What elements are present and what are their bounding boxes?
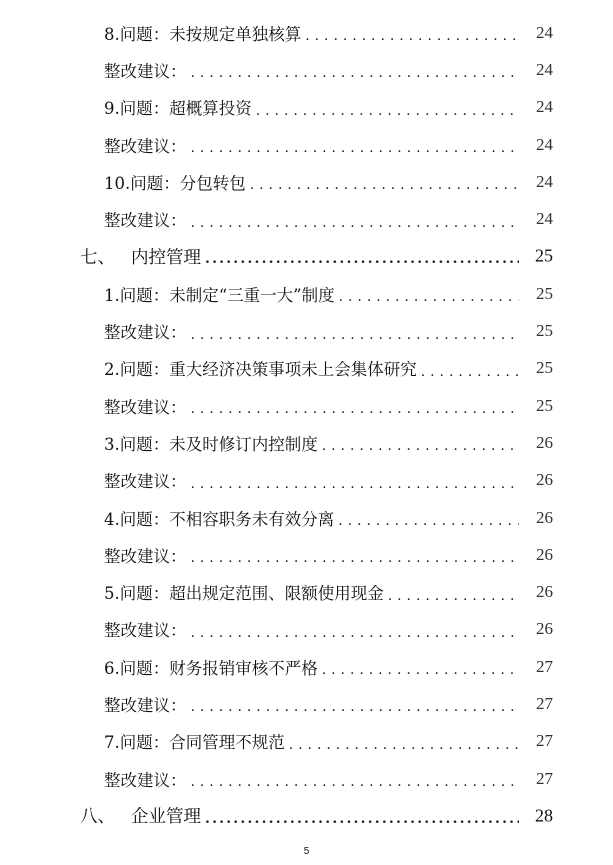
section-title: 企业管理 <box>131 807 201 828</box>
toc-page-number: 27 <box>536 693 553 713</box>
toc-entry[interactable] <box>0 163 613 200</box>
toc-page-number: 27 <box>536 731 553 751</box>
toc-entry-label <box>80 244 201 269</box>
toc-entry[interactable] <box>0 89 613 126</box>
toc-page-number: 25 <box>535 245 553 266</box>
toc-entry-label: 8.问题：未按规定单独核算 <box>104 24 302 44</box>
toc-entry[interactable] <box>0 462 613 499</box>
toc-page-number: 24 <box>536 134 553 154</box>
toc-entry[interactable] <box>0 611 613 648</box>
dot-leader <box>201 246 519 266</box>
toc-page-number: 28 <box>535 805 553 826</box>
dot-leader <box>252 98 519 117</box>
toc-page-number: 26 <box>536 582 553 602</box>
toc-entry-label: 整改建议： <box>104 136 187 156</box>
toc-entry-label: 5.问题：超出规定范围、限额使用现金 <box>104 584 384 604</box>
toc-page-number: 25 <box>536 395 553 415</box>
dot-leader <box>318 657 519 676</box>
dot-leader <box>187 620 520 639</box>
toc-entry-label: 1.问题：未制定“三重一大”制度 <box>104 285 335 305</box>
dot-leader <box>187 471 520 490</box>
dot-leader <box>318 433 519 452</box>
toc-page-number: 24 <box>536 59 553 79</box>
dot-leader <box>187 694 520 713</box>
toc-entry-label: 6.问题：财务报销审核不严格 <box>104 658 318 678</box>
section-number: 八、 <box>80 807 115 828</box>
toc-entry-label <box>80 803 201 828</box>
toc-page-number: 26 <box>536 470 553 490</box>
toc-entry-label: 整改建议： <box>104 61 187 81</box>
toc-entry[interactable] <box>0 126 613 163</box>
toc-page-number: 26 <box>536 432 553 452</box>
toc-entry[interactable] <box>0 312 613 349</box>
toc-entry-label: 3.问题：未及时修订内控制度 <box>104 434 318 454</box>
toc-entry[interactable] <box>0 275 613 312</box>
toc-entry[interactable] <box>0 424 613 461</box>
toc-page-number: 24 <box>536 97 553 117</box>
toc-entry[interactable] <box>0 14 613 51</box>
toc-entry[interactable] <box>0 723 613 760</box>
toc-page-number: 26 <box>536 544 553 564</box>
dot-leader <box>187 135 520 154</box>
toc-entry-label: 整改建议： <box>104 323 187 343</box>
toc-entry-label: 4.问题：不相容职务未有效分离 <box>104 509 335 529</box>
toc-entry[interactable] <box>0 387 613 424</box>
dot-leader <box>334 508 519 527</box>
dot-leader <box>187 60 520 79</box>
toc-entry-label: 10.问题：分包转包 <box>104 173 246 193</box>
toc-page-number: 25 <box>536 283 553 303</box>
dot-leader <box>246 172 519 191</box>
toc-page-number: 27 <box>536 768 553 788</box>
toc-page-number: 25 <box>536 358 553 378</box>
toc-entry-label: 整改建议： <box>104 472 187 492</box>
toc-entry[interactable] <box>0 573 613 610</box>
toc-page-number: 27 <box>536 656 553 676</box>
toc-page-number: 24 <box>536 171 553 191</box>
toc-entry[interactable] <box>0 350 613 387</box>
toc-entry-label: 2.问题：重大经济决策事项未上会集体研究 <box>104 360 417 380</box>
toc-entry-label: 整改建议： <box>104 621 187 641</box>
toc-page-number: 26 <box>536 619 553 639</box>
dot-leader <box>187 210 520 229</box>
toc-entry-label: 7.问题：合同管理不规范 <box>104 733 285 753</box>
toc-page-number: 24 <box>536 22 553 42</box>
toc-entry-label: 整改建议： <box>104 695 187 715</box>
page-number-footer: 5 <box>303 846 310 857</box>
section-title: 内控管理 <box>131 247 201 268</box>
toc-entry[interactable] <box>0 200 613 237</box>
toc-entry-label: 整改建议： <box>104 211 187 231</box>
section-number: 七、 <box>80 247 115 268</box>
dot-leader <box>187 322 520 341</box>
toc-entry[interactable] <box>0 760 613 797</box>
toc-entry[interactable] <box>0 685 613 722</box>
toc-entry-label: 整改建议： <box>104 770 187 790</box>
toc-section-entry[interactable] <box>0 797 613 834</box>
toc-entry-label: 整改建议： <box>104 397 187 417</box>
toc-entry[interactable] <box>0 51 613 88</box>
toc-page-number: 24 <box>536 209 553 229</box>
dot-leader <box>187 545 520 564</box>
toc-entry[interactable] <box>0 499 613 536</box>
toc-entry[interactable] <box>0 536 613 573</box>
toc-page-number: 25 <box>536 321 553 341</box>
toc-section-entry[interactable] <box>0 238 613 275</box>
toc-entry[interactable] <box>0 648 613 685</box>
table-of-contents <box>0 14 613 835</box>
dot-leader <box>417 359 519 378</box>
dot-leader <box>285 732 519 751</box>
toc-entry-label: 9.问题：超概算投资 <box>104 99 252 119</box>
dot-leader <box>335 284 519 303</box>
dot-leader <box>384 583 519 602</box>
dot-leader <box>187 396 520 415</box>
dot-leader <box>187 769 520 788</box>
toc-page-number: 26 <box>536 507 553 527</box>
toc-entry-label: 整改建议： <box>104 546 187 566</box>
dot-leader <box>201 806 519 826</box>
dot-leader <box>301 23 519 42</box>
